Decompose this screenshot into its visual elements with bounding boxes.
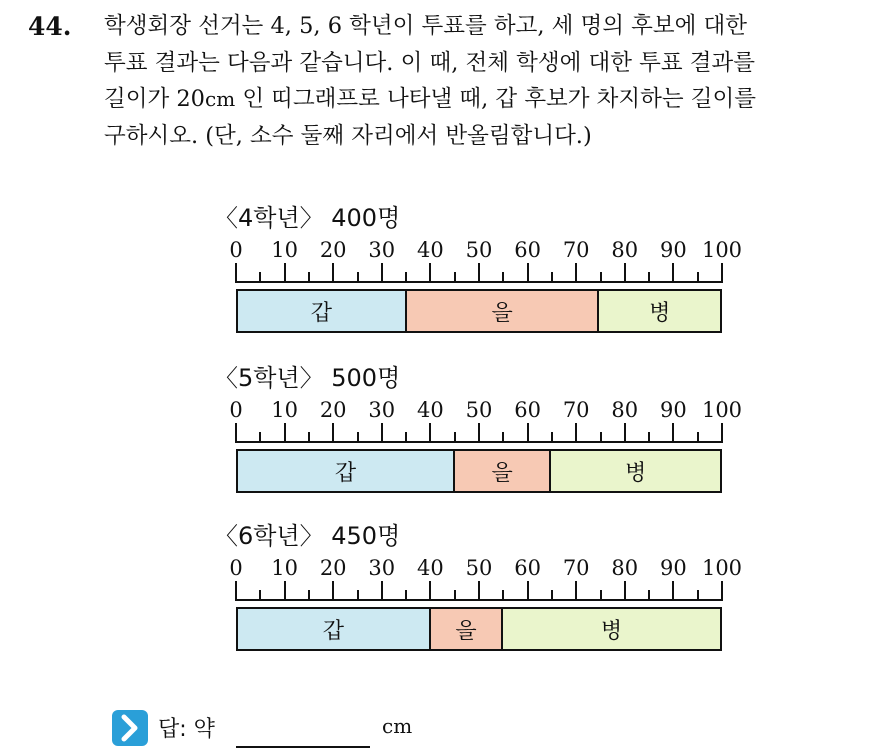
- major-tick: [672, 263, 674, 283]
- answer-unit: cm: [382, 714, 413, 738]
- chart-title: 〈4학년〉 400명: [214, 204, 401, 232]
- minor-tick: [697, 432, 699, 443]
- major-tick: [478, 263, 480, 283]
- tick-label: 80: [611, 556, 639, 580]
- tick-label: 40: [417, 238, 444, 262]
- tick-label: 70: [562, 398, 590, 422]
- major-tick: [721, 581, 723, 601]
- band-segment: 갑: [238, 451, 455, 491]
- minor-tick: [259, 590, 261, 601]
- band-segment: 을: [455, 451, 551, 491]
- major-tick: [332, 263, 334, 283]
- major-tick: [624, 423, 626, 443]
- question-line-3-prefix: 길이가: [104, 86, 177, 112]
- major-tick: [235, 263, 237, 283]
- minor-tick: [600, 432, 602, 443]
- minor-tick: [697, 272, 699, 283]
- tick-labels: [229, 556, 743, 584]
- tick-label: 90: [660, 398, 687, 422]
- minor-tick: [600, 590, 602, 601]
- major-tick: [672, 581, 674, 601]
- minor-tick: [405, 590, 407, 601]
- minor-tick: [697, 590, 699, 601]
- tick-label: 20: [319, 238, 347, 262]
- major-tick: [381, 581, 383, 601]
- major-tick: [721, 423, 723, 443]
- band-bar: [236, 289, 722, 333]
- tick-label: 70: [562, 238, 590, 262]
- minor-tick: [259, 432, 261, 443]
- band-bar: [236, 449, 722, 493]
- chart-title: 〈6학년〉 450명: [214, 522, 401, 550]
- major-tick: [527, 581, 529, 601]
- major-tick: [284, 263, 286, 283]
- major-tick: [575, 581, 577, 601]
- tick-label: 90: [660, 556, 687, 580]
- tick-labels: [229, 238, 743, 266]
- minor-tick: [357, 272, 359, 283]
- minor-tick: [308, 432, 310, 443]
- tick-label: 30: [368, 398, 396, 422]
- major-tick: [575, 263, 577, 283]
- major-tick: [284, 581, 286, 601]
- tick-label: 50: [465, 398, 493, 422]
- minor-tick: [454, 432, 456, 443]
- major-tick: [575, 423, 577, 443]
- tick-label: 100: [701, 398, 743, 422]
- band-bar: [236, 607, 722, 651]
- ruler: [236, 581, 722, 601]
- tick-label: 20: [319, 556, 347, 580]
- minor-tick: [405, 272, 407, 283]
- major-tick: [235, 423, 237, 443]
- answer-blank[interactable]: [236, 746, 370, 748]
- major-tick: [284, 423, 286, 443]
- tick-label: 80: [611, 238, 639, 262]
- minor-tick: [551, 590, 553, 601]
- tick-label: 10: [271, 556, 298, 580]
- tick-label: 30: [368, 238, 396, 262]
- tick-label: 60: [514, 398, 541, 422]
- tick-label: 50: [465, 556, 493, 580]
- minor-tick: [648, 590, 650, 601]
- major-tick: [478, 423, 480, 443]
- minor-tick: [405, 432, 407, 443]
- question-line-3: [104, 81, 874, 118]
- minor-tick: [454, 272, 456, 283]
- tick-label: 60: [514, 238, 541, 262]
- major-tick: [624, 581, 626, 601]
- major-tick: [672, 423, 674, 443]
- major-tick: [478, 581, 480, 601]
- tick-label: 0: [229, 238, 243, 262]
- tick-label: 40: [417, 398, 444, 422]
- minor-tick: [648, 432, 650, 443]
- tick-label: 20: [319, 398, 347, 422]
- major-tick: [381, 263, 383, 283]
- question-line-3-suffix: 인 띠그래프로 나타낼 때, 갑 후보가 차지하는 길이를: [235, 86, 756, 112]
- chevron-right-icon: [112, 710, 148, 746]
- tick-label: 0: [229, 398, 243, 422]
- question-line-1: 학생회장 선거는 4, 5, 6 학년이 투표를 하고, 세 명의 후보에 대한: [104, 13, 747, 39]
- question-text: [104, 8, 874, 154]
- major-tick: [527, 423, 529, 443]
- band-segment: 병: [551, 451, 720, 491]
- band-graph-grade-4: [214, 198, 754, 348]
- length-value: 20: [176, 86, 205, 112]
- major-tick: [332, 423, 334, 443]
- band-segment: 을: [407, 291, 600, 331]
- minor-tick: [259, 272, 261, 283]
- minor-tick: [502, 590, 504, 601]
- tick-label: 90: [660, 238, 687, 262]
- major-tick: [429, 581, 431, 601]
- minor-tick: [357, 590, 359, 601]
- tick-label: 100: [701, 238, 743, 262]
- band-segment: 을: [431, 609, 503, 649]
- major-tick: [332, 581, 334, 601]
- band-segment: 병: [503, 609, 720, 649]
- minor-tick: [357, 432, 359, 443]
- band-graph-grade-5: [214, 358, 754, 508]
- minor-tick: [454, 590, 456, 601]
- minor-tick: [600, 272, 602, 283]
- question-number: 44.: [28, 12, 72, 41]
- question-line-2: 투표 결과는 다음과 같습니다. 이 때, 전체 학생에 대한 투표 결과를: [104, 49, 755, 76]
- minor-tick: [551, 432, 553, 443]
- band-segment: 병: [599, 291, 720, 331]
- answer-label: 답: 약: [158, 717, 215, 742]
- minor-tick: [502, 432, 504, 443]
- major-tick: [721, 263, 723, 283]
- tick-label: 80: [611, 398, 639, 422]
- tick-label: 0: [229, 556, 243, 580]
- band-graph-grade-6: [214, 516, 754, 666]
- minor-tick: [502, 272, 504, 283]
- length-unit: cm: [205, 87, 236, 111]
- ruler: [236, 423, 722, 443]
- minor-tick: [308, 590, 310, 601]
- tick-label: 70: [562, 556, 590, 580]
- tick-label: 60: [514, 556, 541, 580]
- major-tick: [429, 423, 431, 443]
- question-line-4: 구하시오. (단, 소수 둘째 자리에서 반올림합니다.): [104, 122, 592, 149]
- band-segment: 갑: [238, 609, 431, 649]
- tick-label: 30: [368, 556, 396, 580]
- major-tick: [527, 263, 529, 283]
- band-segment: 갑: [238, 291, 407, 331]
- ruler: [236, 263, 722, 283]
- tick-label: 50: [465, 238, 493, 262]
- tick-label: 10: [271, 238, 298, 262]
- chart-title: 〈5학년〉 500명: [214, 364, 401, 392]
- minor-tick: [648, 272, 650, 283]
- tick-label: 10: [271, 398, 298, 422]
- major-tick: [235, 581, 237, 601]
- major-tick: [429, 263, 431, 283]
- major-tick: [624, 263, 626, 283]
- tick-label: 40: [417, 556, 444, 580]
- minor-tick: [551, 272, 553, 283]
- minor-tick: [308, 272, 310, 283]
- tick-labels: [229, 398, 743, 426]
- tick-label: 100: [701, 556, 743, 580]
- major-tick: [381, 423, 383, 443]
